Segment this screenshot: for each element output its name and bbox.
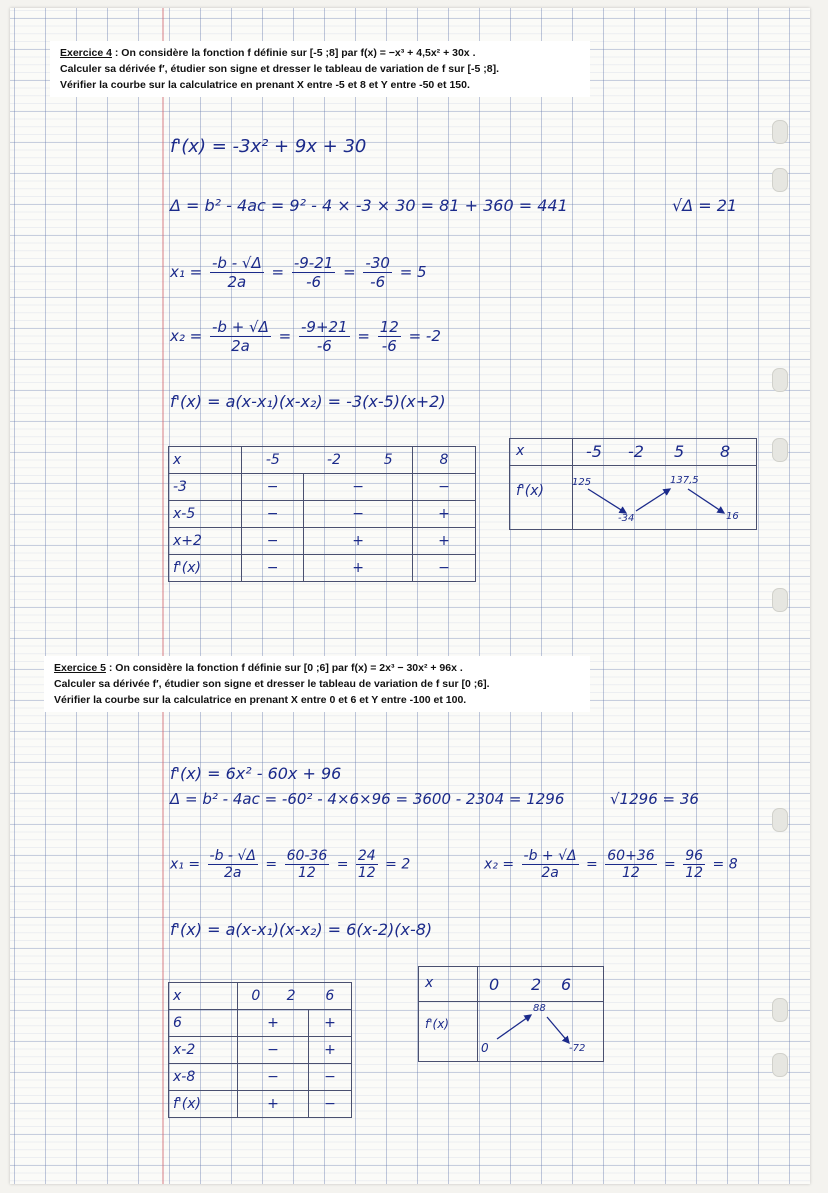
- table-cell: −: [309, 1064, 352, 1091]
- table-cell: x-5: [169, 501, 242, 528]
- exercise5-line2: Calculer sa dérivée f′, étudier son signe et dresser le tableau de variation de f sur [0 ;6].: [54, 678, 490, 690]
- ex5-root1-formula-num: -b - √Δ: [209, 848, 256, 864]
- variation-fx-label: f'(x): [425, 1017, 449, 1031]
- table-cell: 6: [309, 983, 352, 1010]
- ex5-delta: Δ = b² - 4ac = -60² - 4×6×96 = 3600 - 2304 = 1296: [170, 790, 565, 808]
- table-row: [169, 528, 476, 555]
- ex5-root2-substitution: [605, 848, 656, 881]
- ex5-derivative: f'(x) = 6x² - 60x + 96: [170, 764, 342, 783]
- table-cell: -3: [169, 474, 242, 501]
- ex5-root2: x₂ = $\frac{-b + √\Delta}{2a}$ = $\frac{60+36}{12}$ = $\frac{96}{12}$ = 8: [484, 848, 738, 881]
- ex5-root1-result: = 2: [385, 856, 411, 873]
- ex5-variation-table: [418, 966, 604, 1062]
- variation-value: -72: [569, 1043, 586, 1054]
- table-cell: +: [238, 1010, 309, 1037]
- variation-x-value: 5: [674, 442, 685, 461]
- variation-value: -34: [618, 513, 635, 524]
- variation-value: 88: [533, 1003, 546, 1014]
- variation-arrows: [419, 967, 603, 1061]
- table-cell: −: [242, 555, 304, 582]
- table-cell: 8: [413, 447, 476, 474]
- variation-x-label: x: [516, 443, 525, 459]
- ex5-root2-sub-den: 12: [622, 865, 640, 881]
- table-cell: −: [242, 474, 304, 501]
- table-cell: +: [304, 528, 413, 555]
- ex4-root2: x₂ = $\frac{-b + √\Delta}{2a}$ = $\frac{-9+21}{-6}$ = $\frac{12}{-6}$ = -2: [170, 318, 441, 355]
- ex4-sign-table: [168, 446, 476, 582]
- ex5-root2-label: x₂ =: [484, 856, 515, 873]
- ex5-root1-formula-den: 2a: [223, 865, 242, 881]
- table-cell: +: [304, 555, 413, 582]
- table-cell: −: [413, 555, 476, 582]
- binder-hole: [772, 168, 788, 192]
- table-cell: -5: [242, 447, 304, 474]
- variation-x-value: -2: [628, 442, 644, 461]
- table-cell: x+2: [169, 528, 242, 555]
- table-row: [169, 555, 476, 582]
- variation-value: 137,5: [670, 475, 699, 486]
- binder-hole: [772, 588, 788, 612]
- decreasing-arrow: [588, 489, 626, 513]
- exercise5-statement: [44, 656, 590, 712]
- variation-x-label: x: [425, 975, 434, 991]
- table-cell: x-8: [169, 1064, 238, 1091]
- table-cell: −: [309, 1091, 352, 1118]
- exercise5-line1: : On considère la fonction f définie sur [0 ;6] par f(x) = 2x³ − 30x² + 96x .: [105, 662, 463, 674]
- ex4-root2-result: = -2: [408, 327, 441, 345]
- table-cell: 5: [364, 447, 412, 474]
- ex5-root1-sub-den: 12: [297, 865, 316, 881]
- ex4-root1-label: x₁ =: [170, 263, 203, 281]
- ex5-root2-formula-den: 2a: [541, 865, 559, 881]
- ex4-root2-simplified: [378, 318, 401, 355]
- ex5-root2-simplified: [683, 848, 705, 881]
- variation-x-value: 6: [561, 975, 572, 994]
- ex4-root1-result: = 5: [399, 263, 427, 281]
- ex4-root2-formula-den: 2a: [231, 337, 250, 355]
- ex4-root2-sub-den: -6: [316, 337, 332, 355]
- ex5-root1-simp-num: 24: [357, 848, 376, 864]
- ex4-sqrt-delta: √Δ = 21: [672, 196, 738, 215]
- table-cell: −: [238, 1037, 309, 1064]
- variation-x-value: 8: [720, 442, 731, 461]
- binder-hole: [772, 120, 788, 144]
- decreasing-arrow: [547, 1017, 569, 1043]
- ex4-root1-simp-num: -30: [365, 254, 390, 272]
- ex4-derivative: f'(x) = -3x² + 9x + 30: [170, 136, 367, 157]
- ex4-root1-simplified: [363, 254, 392, 291]
- ex4-root2-sub-num: -9+21: [300, 318, 348, 336]
- table-cell: x: [169, 983, 238, 1010]
- variation-x-value: 0: [489, 975, 500, 994]
- table-cell: f'(x): [169, 555, 242, 582]
- variation-value: 16: [726, 511, 739, 522]
- variation-x-value: 2: [531, 975, 542, 994]
- binder-hole: [772, 998, 788, 1022]
- ex5-root1-simp-den: 12: [357, 865, 376, 881]
- variation-arrows: [510, 439, 756, 529]
- exercise5-title: Exercice 5: [54, 662, 106, 674]
- table-cell: x-2: [169, 1037, 238, 1064]
- table-row: [169, 983, 352, 1010]
- ex4-root1-substitution: [292, 254, 335, 291]
- ex4-delta: Δ = b² - 4ac = 9² - 4 × -3 × 30 = 81 + 360 = 441: [170, 196, 568, 215]
- variation-value: 125: [572, 477, 592, 488]
- table-cell: -2: [304, 447, 365, 474]
- exercise4-line1: : On considère la fonction f définie sur [-5 ;8] par f(x) = −x³ + 4,5x² + 30x .: [111, 47, 476, 59]
- exercise4-line3: Vérifier la courbe sur la calculatrice en prenant X entre -5 et 8 et Y entre -50 et 150.: [60, 79, 470, 91]
- ex4-root1: x₁ = $\frac{-b - √\Delta}{2a}$ = $\frac{-9-21}{-6}$ = $\frac{-30}{-6}$ = 5: [170, 254, 427, 291]
- binder-hole: [772, 1053, 788, 1077]
- ex5-root1-formula: [208, 848, 258, 881]
- exercise4-statement: [50, 41, 590, 97]
- table-cell: +: [413, 528, 476, 555]
- table-row: [169, 1037, 352, 1064]
- ex5-root2-simp-num: 96: [685, 848, 704, 864]
- table-row: [169, 501, 476, 528]
- ex5-root2-formula-num: -b + √Δ: [523, 848, 577, 864]
- table-cell: 0: [238, 983, 274, 1010]
- ex4-root2-simp-den: -6: [381, 337, 397, 355]
- ex4-root1-simp-den: -6: [370, 273, 386, 291]
- ex5-root1-label: x₁ =: [170, 856, 201, 873]
- exercise4-line2: Calculer sa dérivée f′, étudier son signe et dresser le tableau de variation de f sur [-5 ;8].: [60, 63, 500, 75]
- table-row: [169, 1064, 352, 1091]
- table-row: [169, 474, 476, 501]
- ex5-root2-formula: [522, 848, 579, 881]
- increasing-arrow: [636, 489, 670, 511]
- table-cell: f'(x): [169, 1091, 238, 1118]
- table-cell: +: [238, 1091, 309, 1118]
- ex4-root2-substitution: [299, 318, 350, 355]
- ex4-factored: f'(x) = a(x-x₁)(x-x₂) = -3(x-5)(x+2): [170, 392, 446, 411]
- exercise5-line3: Vérifier la courbe sur la calculatrice en prenant X entre 0 et 6 et Y entre -100 et 100.: [54, 694, 467, 706]
- ex4-root1-formula-den: 2a: [227, 273, 247, 291]
- ex5-root1-sub-num: 60-36: [286, 848, 328, 864]
- table-cell: x: [169, 447, 242, 474]
- table-cell: 6: [169, 1010, 238, 1037]
- notebook-page: [10, 8, 810, 1184]
- binder-hole: [772, 368, 788, 392]
- table-cell: +: [309, 1010, 352, 1037]
- table-cell: −: [304, 501, 413, 528]
- variation-fx-label: f'(x): [516, 483, 544, 499]
- ex4-root1-formula-num: -b - √Δ: [212, 254, 262, 272]
- ex5-root1-simplified: [356, 848, 378, 881]
- decreasing-arrow: [688, 489, 724, 513]
- ex5-sqrt-delta: √1296 = 36: [610, 790, 699, 808]
- ex5-root1: x₁ = $\frac{-b - √\Delta}{2a}$ = $\frac{60-36}{12}$ = $\frac{24}{12}$ = 2: [170, 848, 411, 881]
- binder-hole: [772, 808, 788, 832]
- ex5-root2-result: = 8: [712, 856, 738, 873]
- table-cell: −: [238, 1064, 309, 1091]
- increasing-arrow: [497, 1015, 531, 1039]
- exercise4-title: Exercice 4: [60, 47, 112, 59]
- binder-hole: [772, 438, 788, 462]
- table-cell: −: [413, 474, 476, 501]
- ex5-root2-simp-den: 12: [685, 865, 704, 881]
- table-row: [169, 1091, 352, 1118]
- ex4-root1-sub-den: -6: [306, 273, 322, 291]
- variation-value: 0: [481, 1041, 489, 1055]
- ex5-factored: f'(x) = a(x-x₁)(x-x₂) = 6(x-2)(x-8): [170, 920, 433, 939]
- ex4-root2-formula-num: -b + √Δ: [212, 318, 269, 336]
- table-cell: 2: [274, 983, 309, 1010]
- table-cell: +: [413, 501, 476, 528]
- table-row: [169, 1010, 352, 1037]
- ex5-root2-sub-num: 60+36: [607, 848, 655, 864]
- variation-x-value: -5: [586, 442, 602, 461]
- ex4-root1-sub-num: -9-21: [293, 254, 334, 272]
- table-row: [169, 447, 476, 474]
- table-cell: −: [242, 528, 304, 555]
- ex4-variation-table: [509, 438, 757, 530]
- ex4-root2-label: x₂ =: [170, 327, 203, 345]
- table-cell: +: [309, 1037, 352, 1064]
- ex4-root2-simp-num: 12: [379, 318, 399, 336]
- ex5-root1-substitution: [285, 848, 330, 881]
- table-cell: −: [242, 501, 304, 528]
- ex4-root1-formula: [210, 254, 264, 291]
- ex4-root2-formula: [210, 318, 271, 355]
- ex5-sign-table: [168, 982, 352, 1118]
- table-cell: −: [304, 474, 413, 501]
